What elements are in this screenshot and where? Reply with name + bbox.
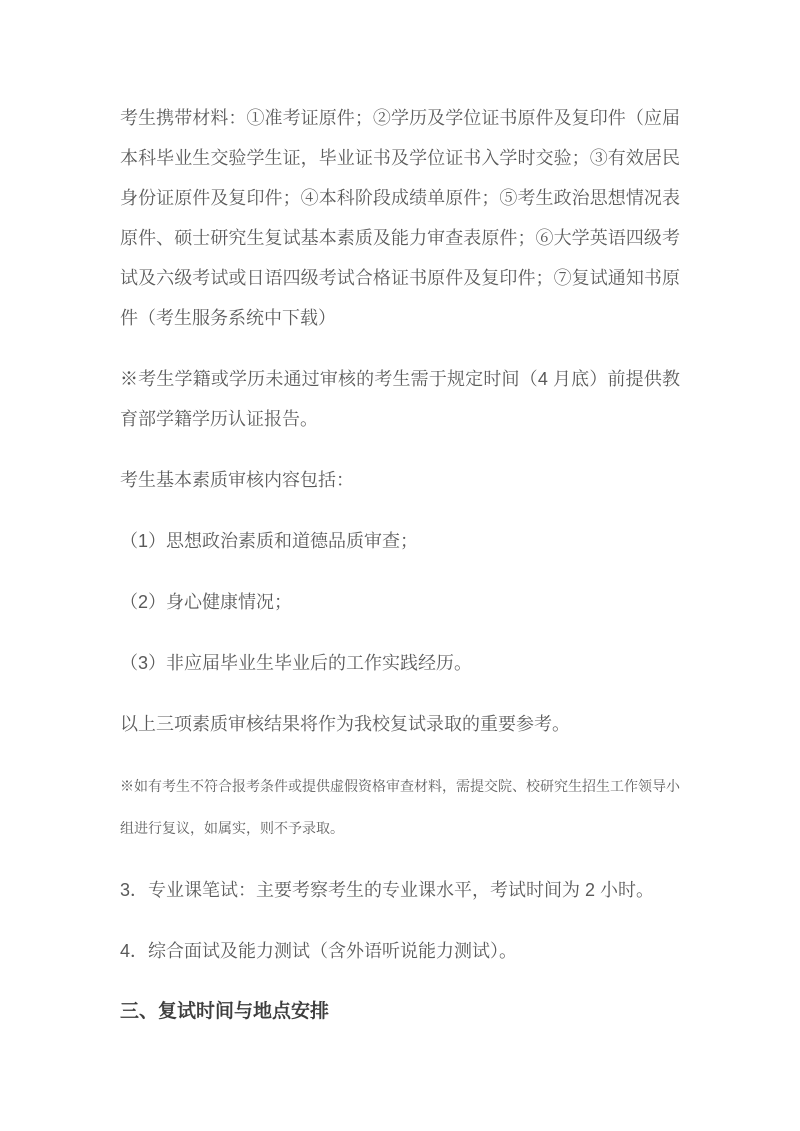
paragraph-written-exam: 3．专业课笔试：主要考察考生的专业课水平，考试时间为 2 小时。: [120, 880, 655, 900]
paragraph-materials-list: 考生携带材料：①准考证原件；②学历及学位证书原件及复印件（应届本科毕业生交验学生证，毕业证书及学位证书入学时交验；③有效居民身份证原件及复印件；④本科阶段成绩单原件；⑤考生政治思想情况表原件、硕士研究生复试基本素质及能力审查表原件；⑥大学英语四级考试及六级考试或日语四级考试合格证书原件及复印件；⑦复试通知书原件（考生服务系统中下载）: [120, 108, 680, 328]
paragraph-quality-item-3: （3）非应届毕业生毕业后的工作实践经历。: [120, 653, 473, 673]
paragraph-quality-item-1: （1）思想政治素质和道德品质审查；: [120, 531, 419, 551]
paragraph-note-fraud-review: ※如有考生不符合报考条件或提供虚假资格审查材料，需提交院、校研究生招生工作领导小组进行复议，如属实，则不予录取。: [120, 778, 680, 836]
section-heading-retest-time-location: 三、复试时间与地点安排: [120, 1001, 330, 1022]
paragraph-quality-review-intro: 考生基本素质审核内容包括：: [120, 470, 354, 490]
paragraph-quality-summary: 以上三项素质审核结果将作为我校复试录取的重要参考。: [120, 714, 570, 734]
paragraph-quality-item-2: （2）身心健康情况；: [120, 592, 293, 612]
paragraph-interview-test: 4．综合面试及能力测试（含外语听说能力测试）。: [120, 941, 518, 961]
paragraph-note-xueli-verification: ※考生学籍或学历未通过审核的考生需于规定时间（4 月底）前提供教育部学籍学历认证报告。: [120, 369, 680, 429]
